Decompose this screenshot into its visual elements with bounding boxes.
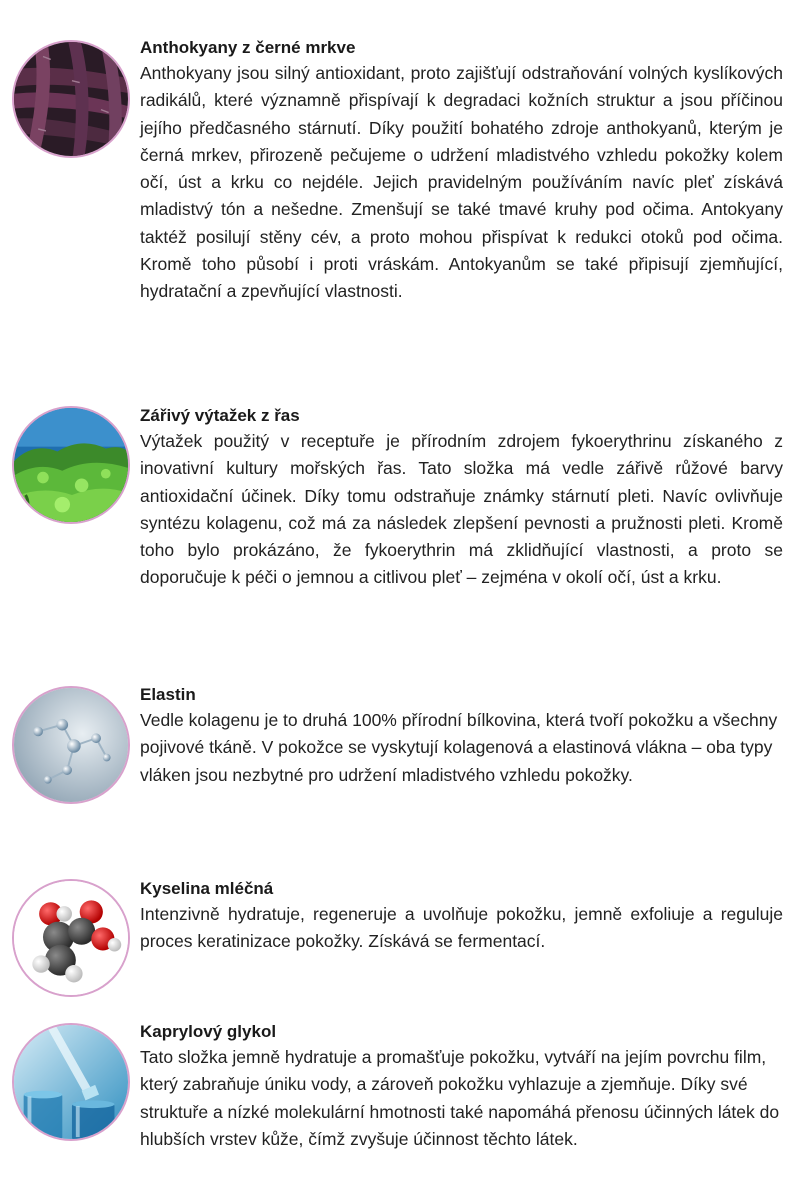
black-carrots-image: [12, 40, 130, 158]
molecule-structure-image: [12, 686, 130, 804]
ingredient-title: Zářivý výtažek z řas: [140, 406, 300, 425]
ingredient-title: Anthokyany z černé mrkve: [140, 38, 356, 57]
ingredient-description: Anthokyany jsou silný antioxidant, proto zajišťují odstraňování volných kyslíkových radikálů, které významně přispívají k degradaci kožních struktur a jsou příčinou jejího předčasného stárnutí. Díky použití bohatého zdroje anthokyanů, kterým je černá mrkev, přirozeně pečujeme o udržení mladistvého vzhledu pokožky kolem očí, úst a krku co nejdéle. Jejich pravidelným používáním navíc pleť získává mladistvý tón a nešedne. Zmenšují se také tmavé kruhy pod očima. Antokyany taktéž posilují stěny cév, a proto mohou přispívat k redukci otoků pod očima. Kromě toho působí i proti vráskám. Antokyanům se také připisují zjemňující, hydratační a zpevňující vlastnosti.: [140, 63, 783, 302]
seaweed-reef-image: [12, 406, 130, 524]
lactic-acid-molecule-image: [12, 879, 130, 997]
ingredient-description: Intenzivně hydratuje, regeneruje a uvolňuje pokožku, jemně exfoliuje a reguluje proces keratinizace pokožky. Získává se fermentací.: [140, 904, 783, 952]
ingredient-title: Elastin: [140, 685, 196, 704]
ingredient-description: Vedle kolagenu je to druhá 100% přírodní bílkovina, která tvoří pokožku a všechny pojivové tkáně. V pokožce se vyskytují kolagenová a elastinová vlákna – oba typy vláken jsou nezbytné pro udržení mladistvého vzhledu pokožky.: [140, 710, 778, 785]
ingredient-title: Kaprylový glykol: [140, 1022, 277, 1041]
ingredient-description: Výtažek použitý v receptuře je přírodním zdrojem fykoerythrinu získaného z inovativní kultury mořských řas. Tato složka má vedle zářivě růžové barvy antioxidační účinek. Díky tomu odstraňuje známky stárnutí pleti. Navíc ovlivňuje syntézu kolagenu, což má za následek zlepšení pevnosti a pružnosti pleti. Kromě toho bylo prokázáno, že fykoerythrin má zklidňující vlastnosti, a proto se doporučuje k péči o jemnou a citlivou pleť – zejména v okolí očí, úst a krku.: [140, 431, 783, 588]
ingredient-text: [140, 36, 783, 306]
ingredient-text: [140, 877, 783, 956]
ingredient-text: [140, 683, 783, 789]
ingredient-description: Tato složka jemně hydratuje a promašťuje pokožku, vytváří na jejím povrchu film, který zabraňuje úniku vody, a zároveň pokožku vyhlazuje a zjemňuje. Díky své struktuře a nízké molekulární hmotnosti také napomáhá přenosu účinných látek do hlubších vrstev kůže, čímž zvyšuje účinnost těchto látek.: [140, 1047, 780, 1149]
ingredient-text: [140, 1020, 783, 1153]
laboratory-glassware-image: [12, 1023, 130, 1141]
ingredient-title: Kyselina mléčná: [140, 879, 274, 898]
ingredient-text: [140, 404, 783, 592]
